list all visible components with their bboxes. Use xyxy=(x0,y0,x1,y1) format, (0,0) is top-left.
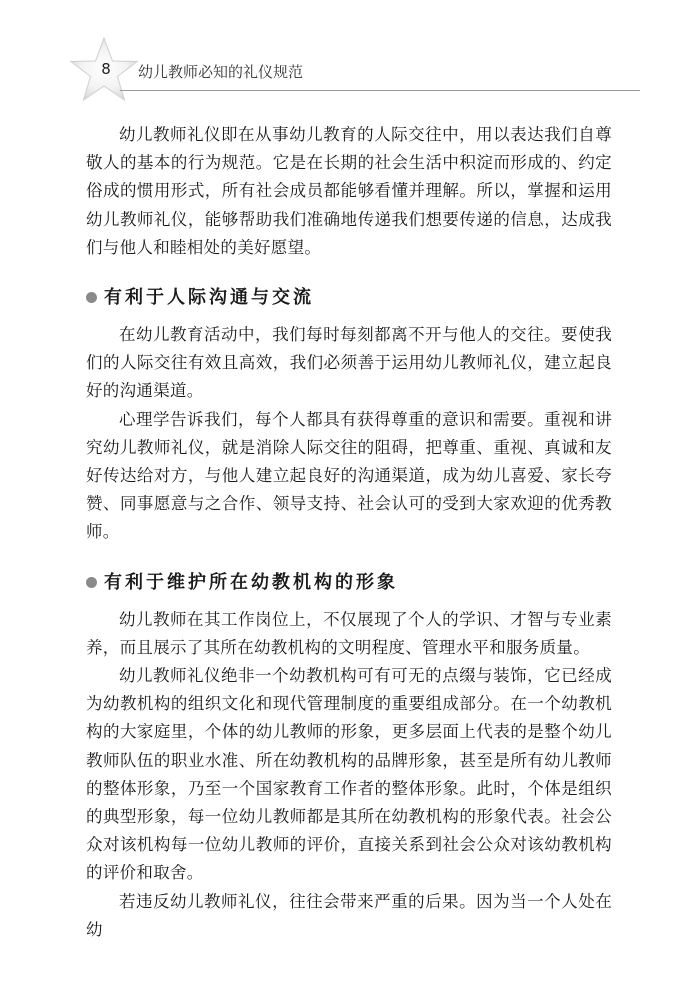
section-heading xyxy=(86,569,612,597)
body-paragraph: 幼儿教师礼仪绝非一个幼教机构可有可无的点缀与装饰，它已经成为幼教机构的组织文化和现代管理制度的重要组成部分。在一个幼教机构的大家庭里，个体的幼儿教师的形象，更多层面上代表的是整个幼儿教师队伍的职业水准、所在幼教机构的品牌形象，甚至是所有幼儿教师的整体形象，乃至一个国家教育工作者的整体形象。此时，个体是组织的典型形象，每一位幼儿教师都是其所在幼教机构的形象代表。社会公众对该机构每一位幼儿教师的评价，直接关系到社会公众对该幼教机构的评价和取舍。 xyxy=(86,666,612,883)
body-paragraph: 幼儿教师在其工作岗位上，不仅展现了个人的学识、才智与专业素养，而且展示了其所在幼教机构的文明程度、管理水平和服务质量。 xyxy=(86,609,612,657)
bullet-dot-icon xyxy=(86,577,97,588)
body-paragraph: 若违反幼儿教师礼仪，往往会带来严重的后果。因为当一个人处在幼 xyxy=(86,891,612,939)
page-header xyxy=(0,0,700,100)
header-rule xyxy=(120,90,640,91)
running-title: 幼儿教师必知的礼仪规范 xyxy=(138,63,304,81)
bullet-dot-icon xyxy=(86,292,97,303)
section-title: 有利于人际沟通与交流 xyxy=(104,287,314,309)
section-heading xyxy=(86,284,612,312)
intro-paragraph: 幼儿教师礼仪即在从事幼儿教育的人际交往中，用以表达我们自尊敬人的基本的行为规范。它是在长期的社会生活中积淀而形成的、约定俗成的惯用形式，所有社会成员都能够看懂并理解。所以，掌握和运用幼儿教师礼仪，能够帮助我们准确地传递我们想要传递的信息，达成我们与他人和睦相处的美好愿望。 xyxy=(86,125,612,257)
page-body xyxy=(86,121,612,944)
section-title: 有利于维护所在幼教机构的形象 xyxy=(104,571,398,593)
page-number: 8 xyxy=(101,60,111,78)
body-paragraph: 心理学告诉我们，每个人都具有获得尊重的意识和需要。重视和讲究幼儿教师礼仪，就是消除人际交往的阻碍，把尊重、重视、真诚和友好传达给对方，与他人建立起良好的沟通渠道，成为幼儿喜爱、家长夸赞、同事愿意与之合作、领导支持、社会认可的受到大家欢迎的优秀教师。 xyxy=(86,409,612,542)
body-paragraph: 在幼儿教育活动中，我们每时每刻都离不开与他人的交往。要使我们的人际交往有效且高效，我们必须善于运用幼儿教师礼仪，建立起良好的沟通渠道。 xyxy=(86,325,612,401)
